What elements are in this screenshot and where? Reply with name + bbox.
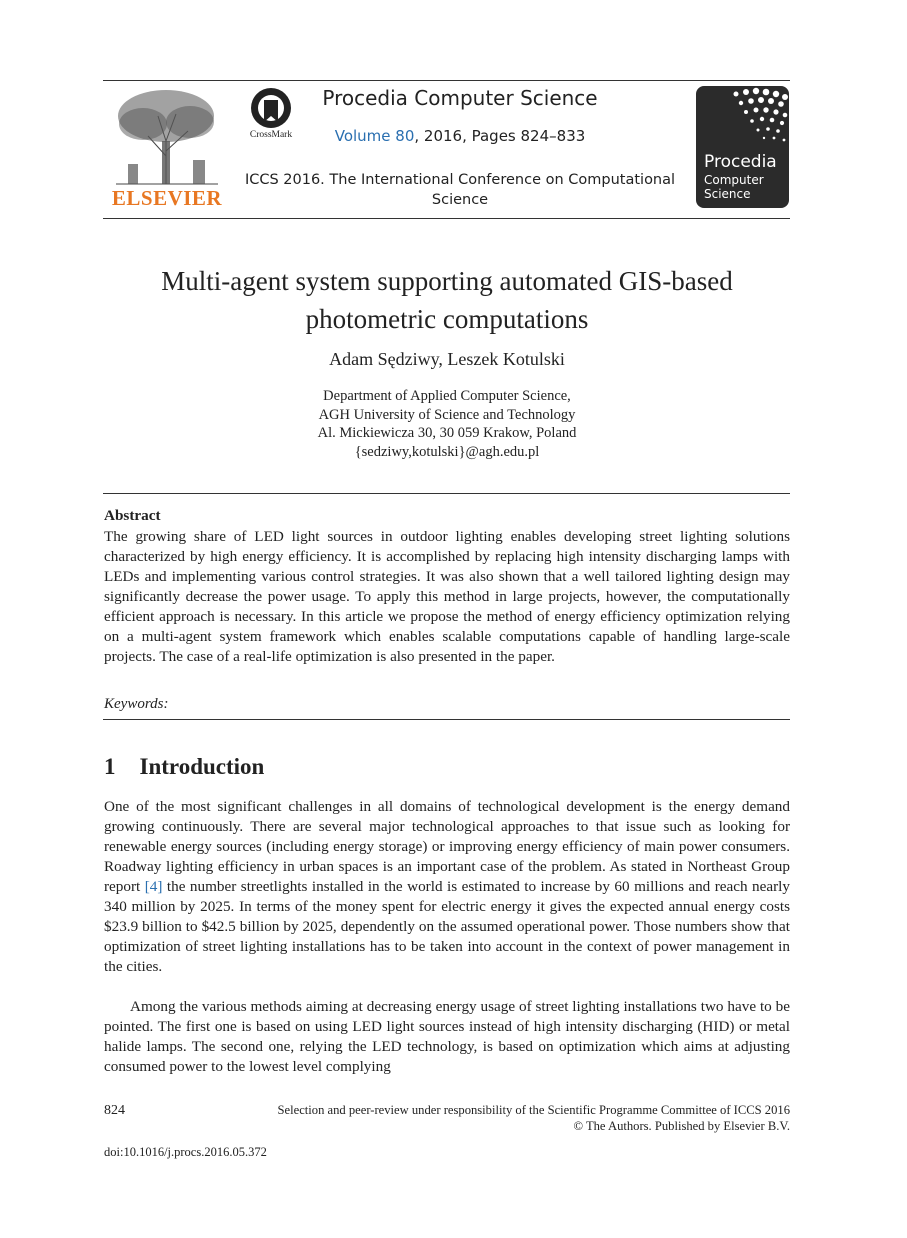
section-title: Introduction	[139, 754, 265, 779]
author-emails: {sedziwy,kotulski}@agh.edu.pl	[354, 443, 540, 460]
doi[interactable]: doi:10.1016/j.procs.2016.05.372	[104, 1145, 267, 1159]
crossmark-badge[interactable]	[244, 86, 298, 146]
crossmark-icon	[244, 86, 298, 130]
affiliation-line: Department of Applied Computer Science,	[323, 388, 571, 404]
header-top-rule	[103, 80, 790, 81]
abstract-top-rule	[103, 493, 790, 494]
volume-link[interactable]: Volume 80	[334, 127, 415, 145]
affiliation-line: Al. Mickiewicza 30, 30 059 Krakow, Poland	[317, 425, 577, 441]
affiliation	[104, 387, 790, 461]
header-bottom-rule	[103, 218, 790, 219]
keywords-label: Keywords:	[104, 696, 169, 712]
cover-subtitle-2: Science	[704, 187, 751, 201]
volume-pages: , 2016, Pages 824–833	[414, 127, 586, 145]
paper-title-line-1: Multi-agent system supporting automated GIS-based	[161, 266, 733, 296]
conference-line-2: Science	[431, 192, 489, 208]
section-number: 1	[104, 754, 116, 779]
footer-copyright: © The Authors. Published by Elsevier B.V.	[573, 1119, 790, 1133]
section-heading	[104, 754, 264, 780]
elsevier-tree-icon	[108, 86, 226, 186]
elsevier-logo	[108, 86, 226, 212]
volume-info	[300, 127, 620, 145]
page-number: 824	[104, 1103, 125, 1118]
intro-paragraph-2: Among the various methods aiming at decreasing energy usage of street lighting installations two have to be pointed. The first one is based on using LED light sources instead of high intensity discharging (HID) or metal halide lamps. The second one, relying the LED technology, is based on optimization which aims at adjusting consumed power to the lowest level complying	[104, 998, 790, 1075]
footer-review-note: Selection and peer-review under responsibility of the Scientific Programme Committee of ICCS 2016	[277, 1103, 790, 1117]
elsevier-wordmark: ELSEVIER	[111, 186, 223, 210]
abstract-text: The growing share of LED light sources in outdoor lighting enables developing street lighting solutions characterized by high energy efficiency. It is accomplished by replacing high intensity discharging lamps with LEDs and implementing various control strategies. It was also shown that a well tailored lighting design may significantly decrease the power usage. To apply this method in large projects, however, the computationally efficient approach is necessary. In this article we propose the method of energy efficiency optimization relying on a multi-agent system framework which enables scalable computations capable of handling large-scale projects. The case of a real-life optimization is also presented in the paper.	[104, 528, 790, 665]
paper-title	[104, 262, 790, 338]
journal-title: Procedia Computer Science	[322, 86, 598, 110]
abstract-bottom-rule	[103, 719, 790, 720]
conference-line-1: ICCS 2016. The International Conference on Computational	[244, 172, 676, 188]
authors: Adam Sędziwy, Leszek Kotulski	[329, 349, 565, 369]
paper-title-line-2: photometric computations	[305, 304, 589, 334]
citation-link[interactable]: [4]	[144, 878, 163, 895]
procedia-cover	[696, 86, 789, 208]
abstract-heading: Abstract	[104, 507, 161, 524]
cover-subtitle-1: Computer	[704, 173, 764, 187]
crossmark-label: CrossMark	[249, 130, 293, 140]
dot-pattern-icon	[696, 86, 789, 148]
cover-title: Procedia	[704, 152, 777, 172]
intro-paragraph-1: One of the most significant challenges in all domains of technological development is the energy demand growing continuously. There are several major technological approaches to that issue such as looking for renewable energy sources (including energy storage) or improving energy efficiency of main power consumers. Roadway lighting efficiency in urban spaces is an important case of the problem. As stated in Northeast Group report [4] the number streetlights installed in the world is estimated to increase by 60 millions and reach nearly 340 million by 2025. In terms of the money spent for electric energy it gives the expected annual energy costs $23.9 billion to $42.5 billion by 2025, dependently on the assumed operational power. Those numbers show that optimization of street lighting installations has to be taken into account in the context of power management in the cities.	[104, 798, 790, 975]
affiliation-line: AGH University of Science and Technology	[318, 406, 576, 423]
